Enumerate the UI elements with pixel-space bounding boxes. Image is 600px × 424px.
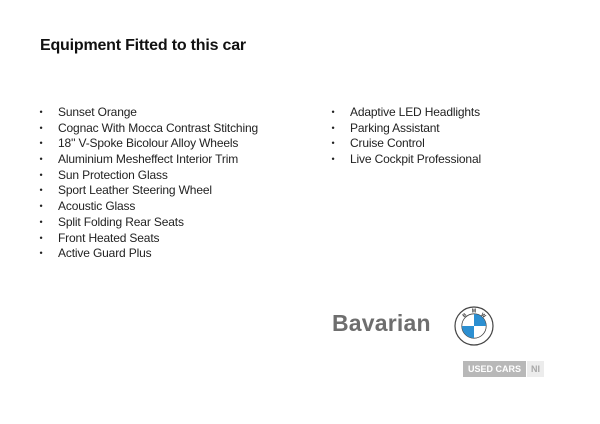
bullet-icon: • <box>39 185 43 196</box>
bullet-icon: • <box>39 107 43 117</box>
equipment-item-label: Parking Assistant <box>350 120 440 135</box>
dealer-name: Bavarian <box>332 310 431 336</box>
list-item <box>38 199 258 215</box>
bullet-icon: • <box>331 107 335 117</box>
list-item <box>38 215 258 231</box>
list-item <box>38 136 258 152</box>
list-item <box>330 136 481 152</box>
bullet-icon: • <box>39 216 43 227</box>
bullet-icon: • <box>39 248 43 259</box>
region-label: NI <box>526 361 544 377</box>
bullet-icon: • <box>331 154 335 165</box>
used-cars-badge <box>463 361 544 377</box>
svg-text:B: B <box>461 312 469 320</box>
bullet-icon: • <box>331 122 335 133</box>
equipment-list-right <box>330 105 481 168</box>
bullet-icon: • <box>331 138 335 149</box>
list-item <box>38 183 258 199</box>
bullet-icon: • <box>39 169 43 180</box>
svg-text:M: M <box>471 308 477 315</box>
equipment-item-label: Sport Leather Steering Wheel <box>58 183 212 198</box>
equipment-item-label: Acoustic Glass <box>58 199 136 214</box>
dealer-logo <box>332 306 494 350</box>
equipment-item-label: Sun Protection Glass <box>58 167 168 182</box>
equipment-item-label: Cognac With Mocca Contrast Stitching <box>58 120 259 135</box>
bullet-icon: • <box>39 154 43 165</box>
equipment-item-label: Live Cockpit Professional <box>350 152 481 167</box>
list-item <box>38 105 258 121</box>
bullet-icon: • <box>39 201 43 212</box>
bullet-icon: • <box>39 122 43 133</box>
page-title: Equipment Fitted to this car <box>40 37 246 54</box>
equipment-item-label: Active Guard Plus <box>58 246 152 261</box>
list-item <box>330 152 481 168</box>
equipment-item-label: Adaptive LED Headlights <box>350 105 480 119</box>
bullet-icon: • <box>39 138 43 149</box>
equipment-item-label: Split Folding Rear Seats <box>58 214 184 229</box>
list-item <box>38 246 258 262</box>
list-item <box>330 121 481 137</box>
svg-text:W: W <box>479 311 487 320</box>
used-cars-label: USED CARS <box>463 361 526 377</box>
list-item <box>38 231 258 247</box>
list-item <box>38 152 258 168</box>
list-item <box>330 105 481 121</box>
equipment-item-label: Front Heated Seats <box>58 230 160 245</box>
bmw-roundel-icon <box>454 306 494 346</box>
bullet-icon: • <box>39 232 43 243</box>
equipment-item-label: Aluminium Mesheffect Interior Trim <box>58 152 239 167</box>
equipment-list-left <box>38 105 258 262</box>
list-item <box>38 121 258 137</box>
equipment-item-label: Cruise Control <box>350 136 425 151</box>
equipment-item-label: Sunset Orange <box>58 105 137 119</box>
list-item <box>38 168 258 184</box>
equipment-item-label: 18'' V-Spoke Bicolour Alloy Wheels <box>58 136 239 151</box>
